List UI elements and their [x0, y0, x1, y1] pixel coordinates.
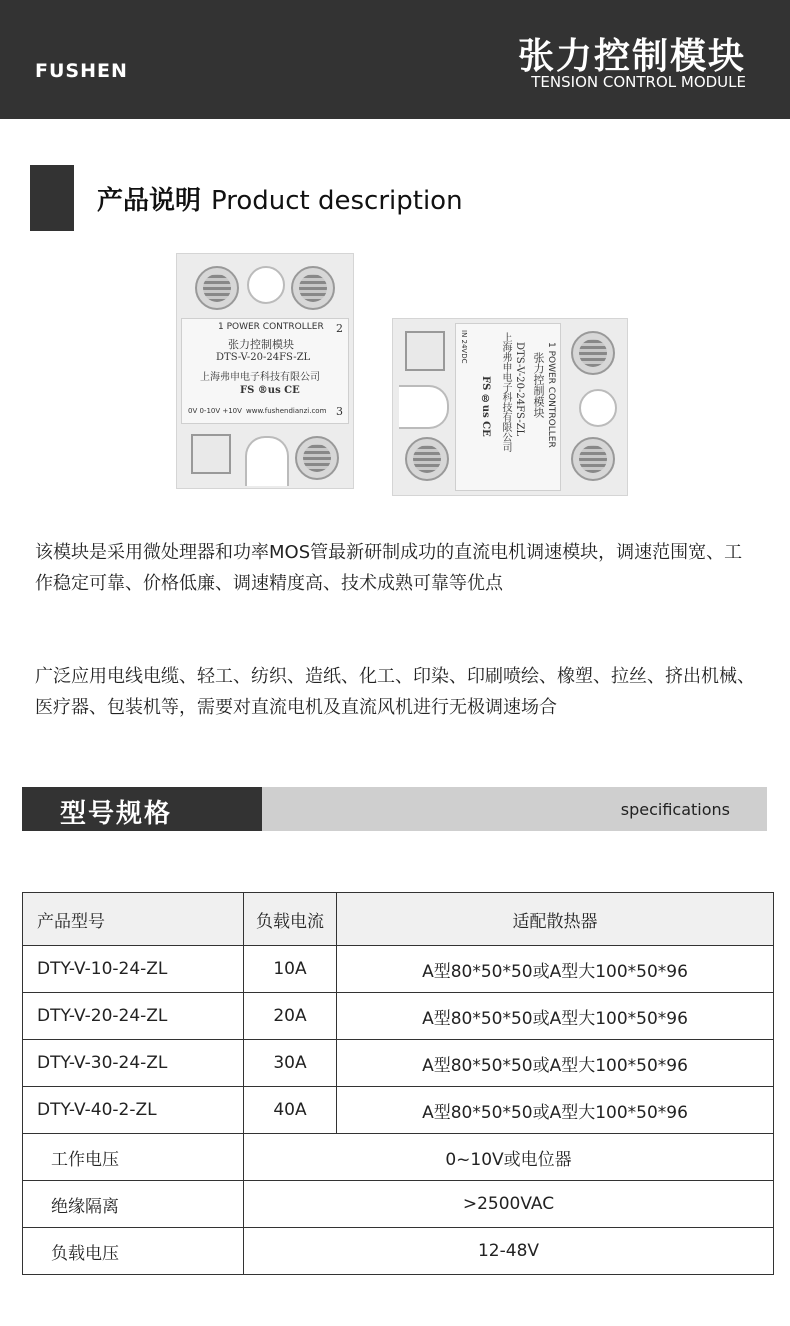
- table-cell: DTY-V-10-24-ZL: [23, 946, 244, 993]
- screw-icon: [571, 331, 615, 375]
- section-title-en: Product description: [211, 186, 463, 216]
- table-cell: 12-48V: [244, 1228, 774, 1275]
- table-cell: DTY-V-20-24-ZL: [23, 993, 244, 1040]
- module-label-site: www.fushendianzi.com: [246, 407, 327, 415]
- module-image-front: [176, 253, 354, 489]
- section-title: [97, 180, 463, 217]
- table-cell: 绝缘隔离: [23, 1181, 244, 1228]
- mount-slot-icon: [399, 385, 449, 429]
- screw-icon: [295, 436, 339, 480]
- spec-title-cn: 型号规格: [60, 799, 173, 829]
- description-paragraph-1: 该模块是采用微处理器和功率MOS管最新研制成功的直流电机调速模块，调速范围宽、工作稳定可靠、价格低廉、调速精度高、技术成熟可靠等优点: [35, 542, 743, 594]
- table-cell: 负载电压: [23, 1228, 244, 1275]
- screw-icon: [291, 266, 335, 310]
- table-cell: DTY-V-30-24-ZL: [23, 1040, 244, 1087]
- table-row: [23, 1134, 774, 1181]
- table-row: [23, 1087, 774, 1134]
- module-label-line3: DTS-V-20-24FS-ZL: [216, 352, 311, 363]
- table-cell: A型80*50*50或A型大100*50*96: [337, 993, 774, 1040]
- screw-icon: [195, 266, 239, 310]
- table-cell: 0~10V或电位器: [244, 1134, 774, 1181]
- section-marker: [30, 165, 74, 231]
- module-label-t2: 2: [336, 322, 343, 335]
- module-label-rotated-in: IN 24VDC: [460, 330, 468, 364]
- table-cell: A型80*50*50或A型大100*50*96: [337, 946, 774, 993]
- table-header-row: [23, 893, 774, 946]
- module-label-line1: 1 POWER CONTROLLER: [218, 322, 324, 332]
- table-cell: DTY-V-40-2-ZL: [23, 1087, 244, 1134]
- header-title-cn: 张力控制模块: [517, 36, 746, 77]
- header-title-en: TENSION CONTROL MODULE: [531, 73, 746, 91]
- module-label-rotated-line2: 张力控制模块: [532, 352, 545, 418]
- table-cell: A型80*50*50或A型大100*50*96: [337, 1040, 774, 1087]
- module-label-line4: 上海弗申电子科技有限公司: [200, 372, 320, 383]
- table-row: [23, 1040, 774, 1087]
- module-label-pins: 0V 0-10V +10V: [188, 407, 242, 415]
- module-label: [181, 318, 349, 424]
- table-row: [23, 946, 774, 993]
- module-label-rotated-marks: FS ®us CE: [480, 376, 491, 437]
- table-cell: 10A: [244, 946, 337, 993]
- module-label-rotated-line1: 1 POWER CONTROLLER: [546, 342, 556, 448]
- brand-name: FUSHEN: [35, 60, 128, 82]
- module-label-t3: 3: [336, 405, 343, 418]
- description-paragraph-2: 广泛应用电线电缆、轻工、纺织、造纸、化工、印染、印刷喷绘、橡塑、拉丝、挤出机械、医疗器、包装机等，需要对直流电机及直流风机进行无极调速场合: [35, 666, 755, 718]
- screw-icon: [571, 437, 615, 481]
- table-cell: A型80*50*50或A型大100*50*96: [337, 1087, 774, 1134]
- module-image-side: [392, 318, 628, 496]
- module-label-rotated: [455, 323, 561, 491]
- module-label-rotated-line4: 上海弗申电子科技有限公司: [500, 332, 511, 452]
- table-cell: 工作电压: [23, 1134, 244, 1181]
- table-row: [23, 1228, 774, 1275]
- module-label-rotated-line3: DTS-V-20-24FS-ZL: [514, 342, 525, 437]
- spec-table: [22, 892, 774, 1275]
- table-header-cell: 适配散热器: [337, 893, 774, 946]
- table-row: [23, 993, 774, 1040]
- table-row: [23, 1181, 774, 1228]
- section-title-cn: 产品说明: [97, 186, 202, 216]
- module-label-line2: 张力控制模块: [228, 338, 294, 351]
- table-cell: 30A: [244, 1040, 337, 1087]
- connector-icon: [191, 434, 231, 474]
- spec-title-en: specifications: [620, 800, 730, 819]
- mount-slot-icon: [245, 436, 289, 486]
- page-header: [0, 0, 790, 119]
- table-header-cell: 产品型号: [23, 893, 244, 946]
- screw-icon: [405, 437, 449, 481]
- table-cell: 20A: [244, 993, 337, 1040]
- connector-icon: [405, 331, 445, 371]
- mount-hole-icon: [247, 266, 285, 304]
- table-cell: >2500VAC: [244, 1181, 774, 1228]
- table-header-cell: 负载电流: [244, 893, 337, 946]
- module-label-marks: FS ®us CE: [240, 385, 300, 396]
- mount-hole-icon: [579, 389, 617, 427]
- table-cell: 40A: [244, 1087, 337, 1134]
